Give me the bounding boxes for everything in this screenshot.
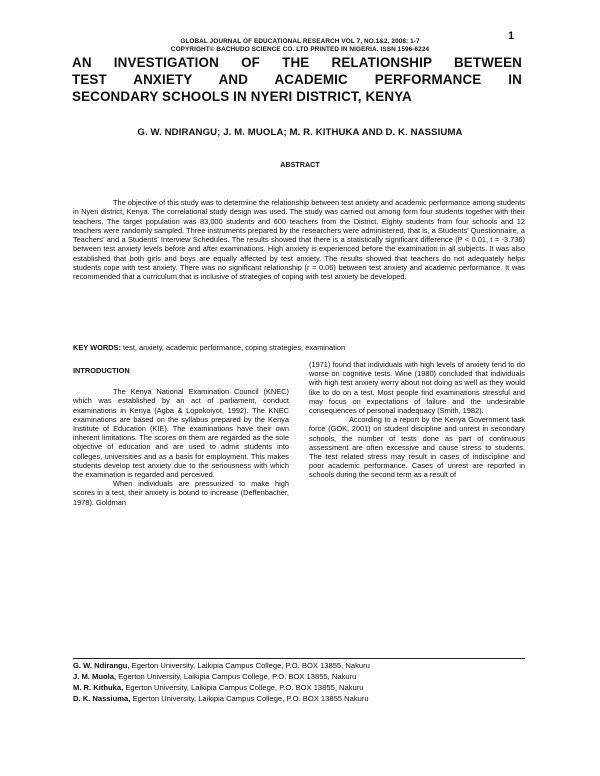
affiliation-name: G. W. Ndirangu,	[73, 661, 130, 670]
author-list: G. W. NDIRANGU; J. M. MUOLA; M. R. KITHUKA AND D. K. NASSIUMA	[137, 127, 463, 138]
keywords-text: test, anxiety, academic performance, coping strategies, examination	[120, 343, 346, 352]
keywords	[73, 343, 525, 352]
affiliation-text: Egerton University, Laikipia Campus College, P.O. BOX 13855, Nakuru	[116, 672, 357, 681]
title-line-1: AN INVESTIGATION OF THE RELATIONSHIP BETWEEN	[72, 55, 522, 70]
journal-copyright: COPYRIGHT© BACHUDO SCIENCE CO. LTD PRINTED IN NIGERIA. ISSN 1596-6224	[170, 46, 430, 53]
abstract-paragraph: The objective of this study was to determine the relationship between test anxiety and academic performance among students in Nyeri district, Kenya. The correlational study design was used. The study was carried out among form four students together with their teachers. The target population was 83,000 students and 600 teachers from the District. Eighty students from four schools and 12 teachers were randomly sampled. Three instruments prepared by the researchers were administered, that is, a Students’ Questionnaire, a Teachers’ and a Students’ Interview Schedules. The results showed that there is a statistically significant difference (P < 0.01, t = -3.736) between test anxiety levels before and after examinations. High anxiety is experienced before the examination in all subjects. It was also established that both girls and boys are equally affected by test anxiety. The results showed that teachers do not adequately helps students cope with test anxiety. There was no significant relationship (r = 0.06) between test anxiety and academic performance. It was recommended that a curriculum that is inclusive of strategies of coping with test anxiety be developed.	[73, 198, 525, 282]
intro-paragraph-4: According to a report by the Kenya Government task force (GOK, 2001) on student discipline and unrest in secondary schools, the number of tests done as part of continuous assessment are often excessive and cause stress to students. The test related stress may result in cases of indiscipline and poor academic performance. Cases of unrest are reported in schools during the second term as a result of	[309, 415, 525, 480]
abstract-body	[73, 198, 525, 282]
keywords-label: KEY WORDS:	[73, 343, 121, 352]
page-number: 1	[508, 30, 515, 42]
intro-paragraph-3: (1971) found that individuals with high levels of anxiety tend to do worse on cognitive tests. Wine (1980) concluded that individuals with high test anxiety worry about not doing as well as they would like to do on a test. Most people find examinations stressful and may focus on expectations of failure and the undesirable consequences of personal inadequacy (Smith, 1982).	[309, 360, 525, 416]
intro-paragraph-2: When individuals are pressurized to make high scores in a test, their anxiety is bound to increase (Deffenbacher, 1978). Goldman	[73, 479, 289, 507]
author-affiliations	[73, 660, 525, 704]
affiliation-text: Egerton University, Laikipia Campus College, P.O. BOX 13855, Nakuru	[129, 661, 370, 670]
right-column	[309, 360, 525, 480]
title-line-3: SECONDARY SCHOOLS IN NYERI DISTRICT, KENYA	[72, 89, 412, 104]
affiliation-text: Egerton University, Laikipia Campus College, P.O. BOX 13855, Nakuru	[123, 683, 364, 692]
affiliation-text: Egerton University, Laikipia Campus College, P.O. BOX 13855 Nakuru	[130, 694, 369, 703]
title-line-2: TEST ANXIETY AND ACADEMIC PERFORMANCE IN	[72, 72, 522, 87]
introduction-heading: INTRODUCTION	[73, 366, 130, 375]
affiliation-row	[73, 660, 525, 671]
affiliation-divider	[73, 658, 525, 659]
intro-paragraph-1: The Kenya National Examination Council (KNEC) which was established by an act of parliament, conduct examinations in Kenya (Agba & Lopokoiyot, 1992). The KNEC examinations are based on the syllabus prepared by the Kenya Institute of Education (KIE). The examinations have their own inherent limitations. The scores on them are regarded as the sole objective of education and are used to admit students into colleges, universities and as a basis for employment. This makes students develop test anxiety due to the seriousness with which the examination is regarded and perceived.	[73, 387, 289, 480]
affiliation-name: D. K. Nassiuma,	[73, 694, 131, 703]
affiliation-name: M. R. Kithuka,	[73, 683, 124, 692]
affiliation-row	[73, 671, 525, 682]
affiliation-row	[73, 693, 525, 704]
affiliation-name: J. M. Muola,	[73, 672, 117, 681]
abstract-heading: ABSTRACT	[280, 160, 320, 169]
paper-title	[72, 54, 522, 105]
journal-citation: GLOBAL JOURNAL OF EDUCATIONAL RESEARCH VOL 7, NO.1&2, 2008: 1-7	[180, 38, 420, 45]
affiliation-row	[73, 682, 525, 693]
left-column	[73, 366, 289, 507]
